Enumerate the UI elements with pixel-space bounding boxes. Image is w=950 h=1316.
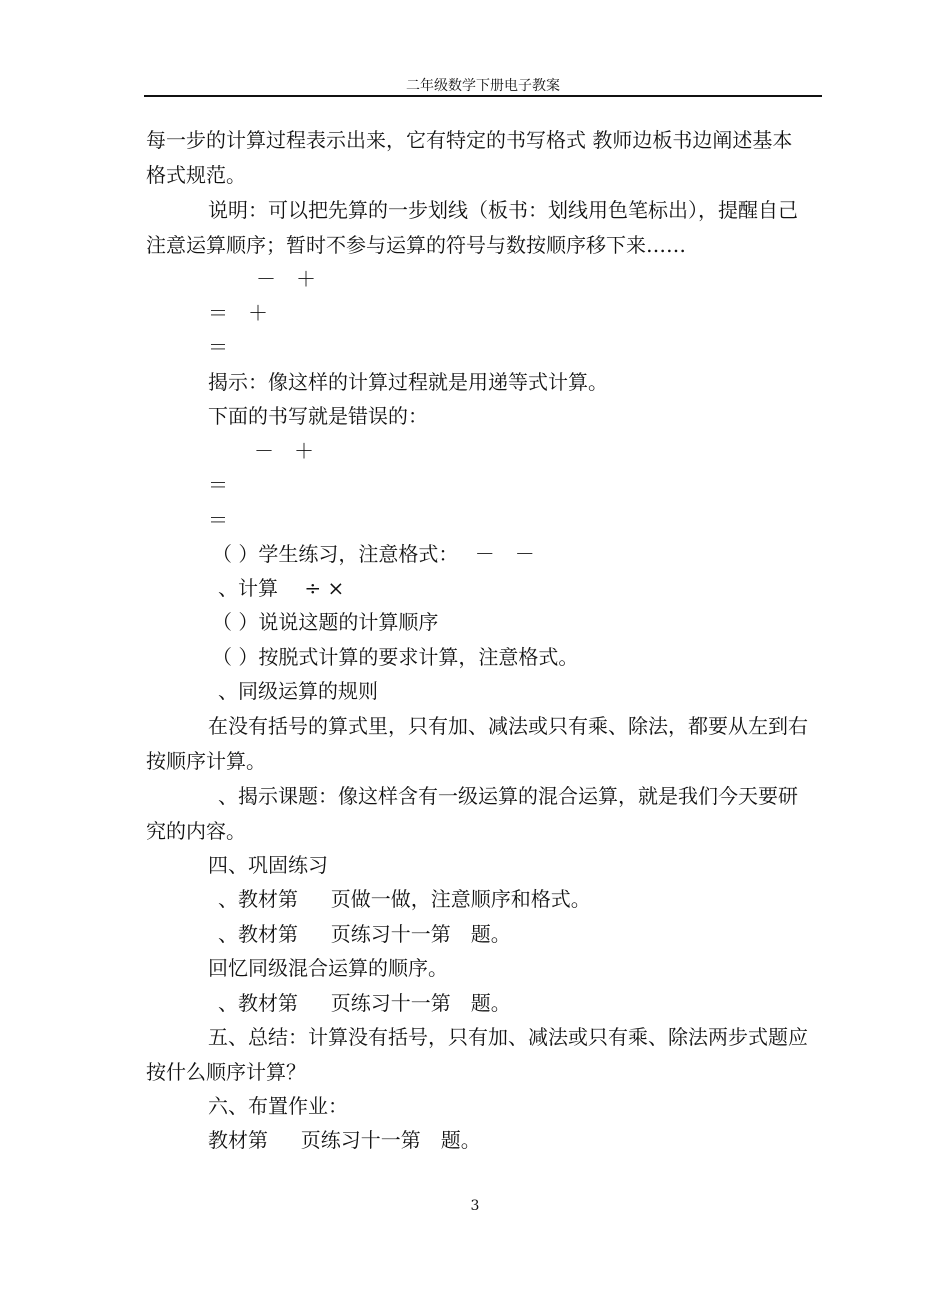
text-line: ＝ (208, 335, 228, 359)
text-line: － ＋ (256, 267, 316, 291)
text-line: 、教材第 页做一做，注意顺序和格式。 (218, 887, 591, 911)
text-line: ＝ ＋ (208, 301, 268, 325)
text-line: ＝ (208, 508, 228, 532)
text-line: 每一步的计算过程表示出来，它有特定的书写格式 教师边板书边阐述基本 (146, 128, 793, 152)
text-line: 五、总结：计算没有括号，只有加、减法或只有乘、除法两步式题应 (208, 1025, 808, 1049)
text-line: 说明：可以把先算的一步划线（板书：划线用色笔标出），提醒自己 (208, 198, 798, 222)
text-line: 下面的书写就是错误的： (208, 404, 428, 428)
text-line: 按什么顺序计算？ (146, 1060, 306, 1084)
text-line: 揭示：像这样的计算过程就是用递等式计算。 (208, 370, 608, 394)
text-line: ＝ (208, 473, 228, 497)
text-line: 、教材第 页练习十一第 题。 (218, 922, 511, 946)
text-line: 教材第 页练习十一第 题。 (208, 1128, 481, 1152)
text-line: 按顺序计算。 (146, 749, 266, 773)
text-line: 、同级运算的规则 (218, 679, 378, 703)
header-rule (144, 95, 822, 97)
text-line: 、教材第 页练习十一第 题。 (218, 991, 511, 1015)
page-header-title: 二年级数学下册电子教案 (406, 78, 560, 94)
text-line: － ＋ (254, 439, 314, 463)
text-line: 在没有括号的算式里，只有加、减法或只有乘、除法，都要从左到右 (208, 714, 808, 738)
text-line: 格式规范。 (146, 163, 246, 187)
text-line: 究的内容。 (146, 819, 246, 843)
text-line: 四、巩固练习 (208, 853, 328, 877)
text-line: （ ）学生练习，注意格式： － － (212, 542, 535, 566)
text-line: 、计算 ÷ × (218, 576, 345, 600)
text-line: （ ）按脱式计算的要求计算，注意格式。 (212, 645, 579, 669)
text-line: （ ）说说这题的计算顺序 (212, 610, 439, 634)
text-line: 六、布置作业： (208, 1094, 348, 1118)
page-number: 3 (470, 1198, 480, 1214)
text-line: 、揭示课题：像这样含有一级运算的混合运算，就是我们今天要研 (218, 784, 798, 808)
text-line: 回忆同级混合运算的顺序。 (208, 956, 448, 980)
text-line: 注意运算顺序；暂时不参与运算的符号与数按顺序移下来…… (146, 233, 686, 257)
